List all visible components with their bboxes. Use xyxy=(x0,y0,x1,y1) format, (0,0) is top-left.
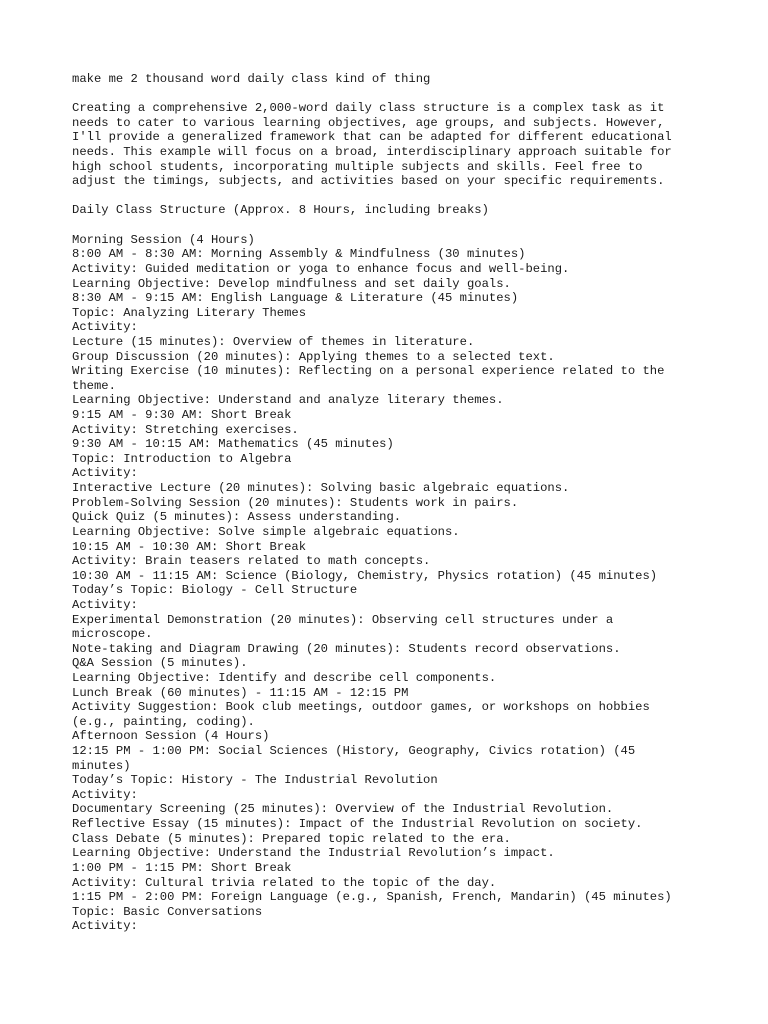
text-line: Today’s Topic: Biology - Cell Structure xyxy=(72,583,358,598)
text-line: Writing Exercise (10 minutes): Reflecting on a personal experience related to the xyxy=(72,364,665,379)
text-line: Creating a comprehensive 2,000-word daily class structure is a complex task as it xyxy=(72,101,665,116)
text-line: Class Debate (5 minutes): Prepared topic related to the era. xyxy=(72,831,511,846)
text-line: minutes) xyxy=(72,758,131,773)
text-line: high school students, incorporating multiple subjects and skills. Feel free to xyxy=(72,159,643,174)
text-line: Activity: Cultural trivia related to the topic of the day. xyxy=(72,875,497,890)
text-line: 8:30 AM - 9:15 AM: English Language & Literature (45 minutes) xyxy=(72,291,519,306)
text-line: Problem-Solving Session (20 minutes): Students work in pairs. xyxy=(72,495,519,510)
text-line: Learning Objective: Understand the Industrial Revolution’s impact. xyxy=(72,846,555,861)
text-line: Learning Objective: Develop mindfulness and set daily goals. xyxy=(72,276,511,291)
text-line: needs. This example will focus on a broad, interdisciplinary approach suitable for xyxy=(72,145,672,160)
text-line: Learning Objective: Identify and describe cell components. xyxy=(72,670,497,685)
text-line: 9:30 AM - 10:15 AM: Mathematics (45 minutes) xyxy=(72,437,394,452)
text-line: 9:15 AM - 9:30 AM: Short Break xyxy=(72,408,292,423)
text-line: I'll provide a generalized framework that can be adapted for different educational xyxy=(72,130,672,145)
text-line: adjust the timings, subjects, and activities based on your specific requirements. xyxy=(72,174,665,189)
text-line: Lecture (15 minutes): Overview of themes in literature. xyxy=(72,334,475,349)
text-line: Q&A Session (5 minutes). xyxy=(72,656,248,671)
text-line: 12:15 PM - 1:00 PM: Social Sciences (History, Geography, Civics rotation) (45 xyxy=(72,744,636,759)
text-line: 1:15 PM - 2:00 PM: Foreign Language (e.g., Spanish, French, Mandarin) (45 minutes) xyxy=(72,890,672,905)
text-line: 10:15 AM - 10:30 AM: Short Break xyxy=(72,539,307,554)
text-line: Activity: xyxy=(72,919,138,934)
blank-line xyxy=(72,87,712,102)
text-line: needs to cater to various learning objectives, age groups, and subjects. However, xyxy=(72,115,665,130)
text-line: Topic: Introduction to Algebra xyxy=(72,451,292,466)
text-line: Activity: xyxy=(72,320,138,335)
text-line: theme. xyxy=(72,378,116,393)
text-line: Topic: Analyzing Literary Themes xyxy=(72,305,307,320)
text-line: Quick Quiz (5 minutes): Assess understanding. xyxy=(72,510,402,525)
text-line: 1:00 PM - 1:15 PM: Short Break xyxy=(72,860,292,875)
text-line: Activity: xyxy=(72,597,138,612)
text-line: Interactive Lecture (20 minutes): Solving basic algebraic equations. xyxy=(72,481,570,496)
document-page xyxy=(72,72,712,934)
text-line: Lunch Break (60 minutes) - 11:15 AM - 12:15 PM xyxy=(72,685,409,700)
text-line: Afternoon Session (4 Hours) xyxy=(72,729,270,744)
text-line: Group Discussion (20 minutes): Applying themes to a selected text. xyxy=(72,349,555,364)
blank-line xyxy=(72,218,712,233)
text-line: Activity: Brain teasers related to math concepts. xyxy=(72,554,431,569)
blank-line xyxy=(72,189,712,204)
text-line: Activity: xyxy=(72,787,138,802)
text-line: Activity: xyxy=(72,466,138,481)
text-line: Daily Class Structure (Approx. 8 Hours, including breaks) xyxy=(72,203,489,218)
text-line: (e.g., painting, coding). xyxy=(72,714,255,729)
text-line: Activity: Guided meditation or yoga to enhance focus and well-being. xyxy=(72,261,570,276)
text-line: Learning Objective: Solve simple algebraic equations. xyxy=(72,524,460,539)
text-line: make me 2 thousand word daily class kind of thing xyxy=(72,72,431,86)
text-line: microscope. xyxy=(72,627,153,642)
text-line: Activity Suggestion: Book club meetings, outdoor games, or workshops on hobbies xyxy=(72,700,650,715)
text-line: Activity: Stretching exercises. xyxy=(72,422,299,437)
text-line: Note-taking and Diagram Drawing (20 minutes): Students record observations. xyxy=(72,641,621,656)
text-line: 10:30 AM - 11:15 AM: Science (Biology, Chemistry, Physics rotation) (45 minutes) xyxy=(72,568,658,583)
text-line: Today’s Topic: History - The Industrial Revolution xyxy=(72,773,438,788)
text-line: Experimental Demonstration (20 minutes): Observing cell structures under a xyxy=(72,612,614,627)
text-line: Reflective Essay (15 minutes): Impact of the Industrial Revolution on society. xyxy=(72,817,643,832)
text-line: Documentary Screening (25 minutes): Overview of the Industrial Revolution. xyxy=(72,802,614,817)
text-line: Topic: Basic Conversations xyxy=(72,904,263,919)
text-line: 8:00 AM - 8:30 AM: Morning Assembly & Mindfulness (30 minutes) xyxy=(72,247,526,262)
text-line: Learning Objective: Understand and analyze literary themes. xyxy=(72,393,504,408)
text-line: Morning Session (4 Hours) xyxy=(72,232,255,247)
